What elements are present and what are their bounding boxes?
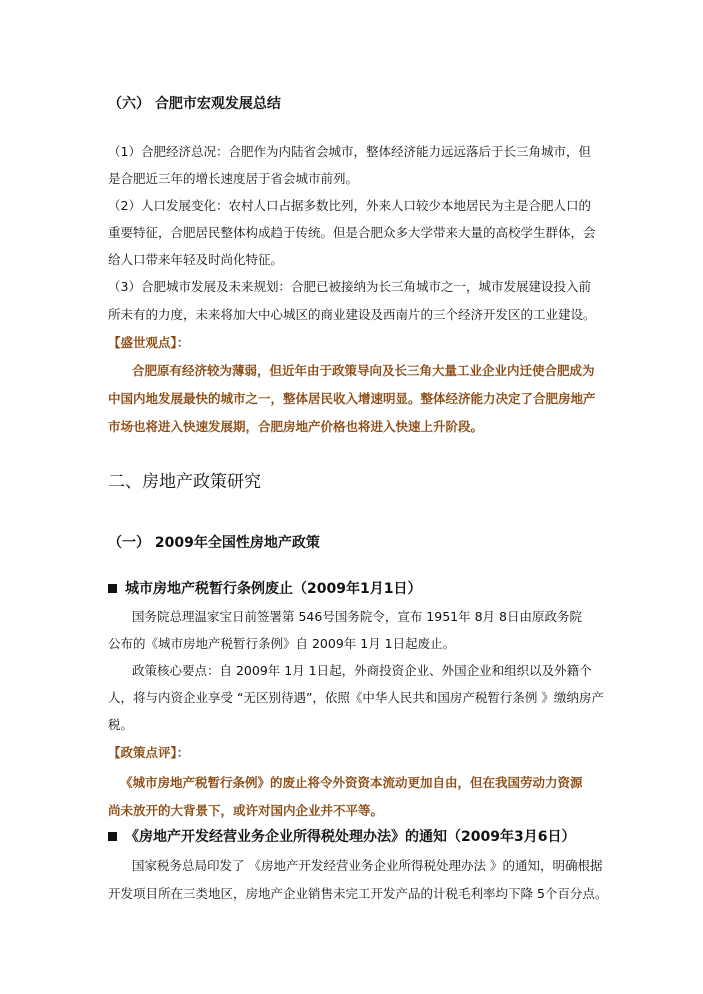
viewpoint-label: 【盛世观点】： <box>108 335 190 350</box>
section-6-heading: （六） 合肥市宏观发展总结 <box>108 96 281 112</box>
policy-1-title-text: 城市房地产税暂行条例废止（2009年1月1日） <box>125 581 422 597</box>
chapter-2-heading: 二、房地产政策研究 <box>108 472 261 492</box>
viewpoint-line-2: 中国内地发展最快的城市之一，整体居民收入增速明显。整体经济能力决定了合肥房地产 <box>108 391 596 406</box>
viewpoint-line-1: 合肥原有经济较为薄弱，但近年由于政策导向及长三角大量工业企业内迁使合肥成为 <box>132 363 595 378</box>
paragraph-economy-line-1: （1）合肥经济总况：合肥作为内陆省会城市，整体经济能力远远落后于长三角城市，但 <box>108 144 591 159</box>
paragraph-population-line-3: 给人口带来年轻及时尚化特征。 <box>108 252 284 267</box>
policy-1-line-3: 政策核心要点：自 2009年 1月 1日起，外商投资企业、外国企业和组织以及外籍个 <box>132 663 592 678</box>
paragraph-population-line-1: （2）人口发展变化：农村人口占据多数比列，外来人口较少本地居民为主是合肥人口的 <box>108 198 591 213</box>
policy-comment-line-1: 《城市房地产税暂行条例》的废止将令外资资本流动更加自由，但在我国劳动力资源 <box>120 775 583 790</box>
policy-comment-label: 【政策点评】： <box>108 745 190 760</box>
paragraph-economy-line-2: 是合肥近三年的增长速度居于省会城市前列。 <box>108 171 359 186</box>
square-bullet-icon <box>108 832 117 841</box>
policy-2-line-1: 国家税务总局印发了 《房地产开发经营业务企业所得税处理办法 》的通知，明确根据 <box>132 858 603 873</box>
policy-1-line-5: 税。 <box>108 717 134 732</box>
policy-2-line-2: 开发项目所在三类地区，房地产企业销售未完工开发产品的计税毛利率均下降 5个百分点。 <box>108 886 608 901</box>
paragraph-population-line-2: 重要特征，合肥居民整体构成趋于传统。但是合肥众多大学带来大量的高校学生群体，会 <box>108 225 596 240</box>
subsection-1-heading: （一） 2009年全国性房地产政策 <box>108 535 320 551</box>
policy-1-line-1: 国务院总理温家宝日前签署第 546号国务院令，宣布 1951年 8月 8日由原政务院 <box>132 609 582 624</box>
policy-2-title-text: 《房地产开发经营业务企业所得税处理办法》的通知（2009年3月6日） <box>125 829 576 845</box>
paragraph-planning-line-2: 所未有的力度，未来将加大中心城区的商业建设及西南片的三个经济开发区的工业建设。 <box>108 307 596 322</box>
policy-1-line-4: 人，将与内资企业享受 “无区别待遇”，依照《中华人民共和国房产税暂行条例 》缴纳房产 <box>108 690 604 705</box>
viewpoint-line-3: 市场也将进入快速发展期，合肥房地产价格也将进入快速上升阶段。 <box>108 419 484 434</box>
policy-comment-line-2: 尚未放开的大背景下，或许对国内企业并不平等。 <box>108 803 384 818</box>
policy-2-title <box>108 828 575 846</box>
square-bullet-icon <box>108 584 117 593</box>
policy-1-title <box>108 580 421 598</box>
policy-1-line-2: 公布的《城市房地产税暂行条例》自 2009年 1月 1日起废止。 <box>108 636 456 651</box>
paragraph-planning-line-1: （3）合肥城市发展及未来规划：合肥已被接纳为长三角城市之一，城市发展建设投入前 <box>108 279 591 294</box>
